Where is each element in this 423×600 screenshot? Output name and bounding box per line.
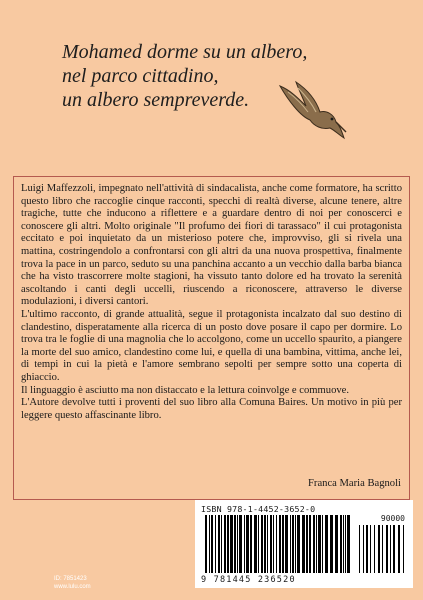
blurb-paragraph: L'Autore devolve tutti i proventi del suo libro alla Comuna Baires. Un motivo in più per leggere questo affascinante libro.	[21, 397, 402, 421]
blurb-signature: Franca Maria Bagnoli	[308, 478, 401, 489]
isbn-number: ISBN 978-1-4452-3652-0	[201, 504, 316, 514]
book-id: ID: 7851423	[54, 576, 87, 582]
publisher-site: www.lulu.com	[54, 584, 91, 590]
barcode-addon: 90000	[380, 514, 405, 523]
poem-line: un albero sempreverde.	[62, 89, 250, 111]
isbn-barcode	[195, 500, 413, 588]
back-cover-blurb	[13, 176, 410, 500]
blurb-paragraph: Luigi Maffezzoli, impegnato nell'attività di sindacalista, anche come formatore, ha scritto questo libro che raccoglie cinque racconti, specchi di realtà diverse, alcune tenere, altre tragiche, tutte che inducono a riflettere e a guardare dentro di noi per conoscerci e conoscere gli altri. Molto originale "Il profumo dei fiori di tarassaco" il cui protagonista eccitato e poi inquietato da un misterioso potere che, improvviso, gli si rivela una mattina, costringendolo a confrontarsi con gli altri da una nuova prospettiva, finalmente trova la pace in un parco, seduto su una panchina accanto a un vecchio dalla barba bianca che ha visto trascorrere molte stagioni, ha vissuto tanto dolore ed ha trovato la serenità ascoltando i canti degli uccelli, riuscendo a riconoscere, attraverso le diverse modulazioni, i diversi cantori.	[21, 183, 402, 308]
blurb-paragraph: Il linguaggio è asciutto ma non distaccato e la lettura coinvolge e commuove.	[21, 384, 350, 396]
barcode-digits: 9 781445 236520	[201, 575, 296, 585]
barcode-bars	[201, 515, 407, 575]
publisher-meta	[54, 575, 91, 591]
poem-line: Mohamed dorme su un albero,	[62, 41, 308, 63]
blurb-paragraph: L'ultimo racconto, di grande attualità, segue il protagonista incalzato dal suo destino di clandestino, disperatamente alla ricerca di un posto dove posare il capo per dormire. Lo trova tra le foglie di una magnolia che lo accolgono, come un uccello spaurito, a piangere la morte del suo amico, clandestino come lui, e quella di una bambina, vittima, anche lei, di tempi in cui la pietà e l'amore sembrano sepolti per sempre sotto una coperta di ghiaccio.	[21, 308, 402, 383]
bird-illustration	[276, 80, 348, 140]
poem-line: nel parco cittadino,	[62, 65, 219, 87]
cover-poem	[62, 40, 308, 112]
